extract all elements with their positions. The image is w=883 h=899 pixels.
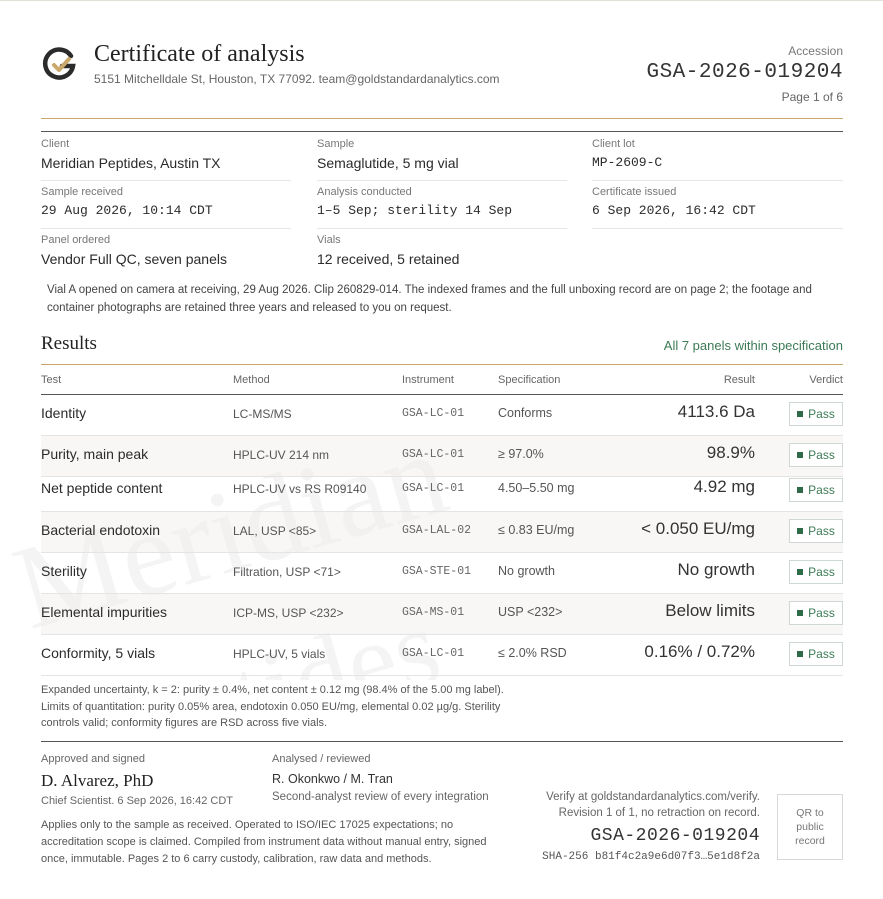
pass-square-icon — [797, 452, 803, 458]
pass-badge — [789, 443, 843, 467]
info-sample — [317, 138, 567, 171]
cell-result: Below limits — [665, 601, 755, 620]
col-header-method: Method — [233, 374, 270, 386]
page-title: Certificate of analysis — [94, 41, 305, 67]
top-border — [0, 0, 883, 1]
pass-badge — [789, 642, 843, 666]
pass-square-icon — [797, 528, 803, 534]
header-divider — [41, 118, 843, 119]
cell-method: HPLC-UV vs RS R09140 — [233, 482, 367, 496]
pass-square-icon — [797, 651, 803, 657]
cell-method: HPLC-UV 214 nm — [233, 448, 330, 462]
results-summary: All 7 panels within specification — [663, 338, 843, 353]
signer-name: D. Alvarez, PhD — [41, 771, 154, 790]
info-divider — [317, 180, 567, 181]
cell-specification: ≥ 97.0% — [498, 447, 544, 461]
cell-instrument: GSA-STE-01 — [402, 565, 472, 578]
cell-test: Elemental impurities — [41, 604, 168, 620]
table-row — [41, 395, 843, 436]
verification-id: GSA-2026-019204 — [590, 826, 760, 846]
cell-result: 4113.6 Da — [677, 402, 755, 421]
cell-specification: 4.50–5.50 mg — [498, 481, 575, 495]
sha-hash: SHA-256 b81f4c2a9e6d07f3…5e1d8f2a — [542, 851, 760, 863]
cell-result: 0.16% / 0.72% — [644, 642, 755, 661]
sample-label: Sample — [317, 138, 355, 150]
cell-instrument: GSA-LC-01 — [402, 647, 465, 660]
col-header-result: Result — [723, 374, 755, 386]
results-footnote: Expanded uncertainty, k = 2: purity ± 0.4%, net content ± 0.12 mg (98.4% of the 5.00 mg label). Limits of quantitation: purity 0.05% area, endotoxin 0.050 EU/mg, elemental 0.02 µg/g. Sterility controls valid; conformity figures are RSD across five vials. — [41, 684, 504, 729]
cell-instrument: GSA-LC-01 — [402, 482, 465, 495]
cell-test: Bacterial endotoxin — [41, 522, 161, 538]
cell-method: ICP-MS, USP <232> — [233, 606, 344, 620]
pass-square-icon — [797, 569, 803, 575]
signer-role: Chief Scientist. 6 Sep 2026, 16:42 CDT — [41, 795, 233, 807]
table-row — [41, 512, 843, 553]
received-value: 29 Aug 2026, 10:14 CDT — [41, 203, 213, 218]
cell-test: Purity, main peak — [41, 446, 149, 462]
cell-specification: ≤ 2.0% RSD — [498, 646, 567, 660]
info-top-divider — [41, 131, 843, 132]
review-note: Second-analyst review of every integration — [272, 791, 489, 803]
results-divider — [41, 364, 843, 365]
info-analysis — [317, 186, 567, 218]
cell-instrument: GSA-LC-01 — [402, 448, 465, 461]
col-header-verdict: Verdict — [809, 374, 843, 386]
cell-result: No growth — [677, 560, 755, 579]
cell-method: HPLC-UV, 5 vials — [233, 647, 326, 661]
receiving-note: Vial A opened on camera at receiving, 29 Aug 2026. Clip 260829-014. The indexed frames and the full unboxing record are on page 2; the footage and container photographs are retained three years and released to you on request. — [47, 284, 812, 314]
pass-badge — [789, 601, 843, 625]
verdict-label: Pass — [808, 647, 835, 661]
gsa-logo-icon — [42, 46, 78, 82]
info-client — [41, 138, 291, 171]
cell-test: Sterility — [41, 563, 87, 579]
cell-result: 98.9% — [706, 443, 755, 462]
sample-value: Semaglutide, 5 mg vial — [317, 155, 459, 171]
cell-method: LAL, USP <85> — [233, 524, 317, 538]
qr-label: QR to public record — [795, 807, 825, 847]
cell-instrument: GSA-LAL-02 — [402, 524, 472, 537]
info-divider — [41, 180, 291, 181]
signature-divider — [41, 741, 843, 742]
cell-specification: USP <232> — [498, 605, 563, 619]
verdict-label: Pass — [808, 407, 835, 421]
pass-square-icon — [797, 610, 803, 616]
accession-label: Accession — [788, 44, 843, 58]
cell-specification: Conforms — [498, 406, 553, 420]
cell-method: Filtration, USP <71> — [233, 565, 341, 579]
pass-badge — [789, 519, 843, 543]
verdict-label: Pass — [808, 565, 835, 579]
col-header-instrument: Instrument — [402, 374, 454, 386]
col-header-test: Test — [41, 374, 62, 386]
cell-instrument: GSA-LC-01 — [402, 407, 465, 420]
verdict-label: Pass — [808, 483, 835, 497]
client-value: Meridian Peptides, Austin TX — [41, 155, 221, 171]
info-lot — [592, 138, 842, 170]
vials-value: 12 received, 5 retained — [317, 251, 460, 267]
cell-method: LC-MS/MS — [233, 407, 292, 421]
verdict-label: Pass — [808, 448, 835, 462]
verify-link[interactable]: Verify at goldstandardanalytics.com/verify. — [546, 791, 760, 803]
info-divider — [41, 228, 291, 229]
vials-label: Vials — [317, 234, 341, 246]
info-divider — [592, 180, 843, 181]
info-issued — [592, 186, 842, 218]
pass-badge — [789, 402, 843, 426]
reviewed-label: Analysed / reviewed — [272, 753, 371, 765]
verdict-label: Pass — [808, 606, 835, 620]
panel-value: Vendor Full QC, seven panels — [41, 251, 227, 267]
client-label: Client — [41, 138, 70, 150]
approved-label: Approved and signed — [41, 753, 145, 765]
panel-label: Panel ordered — [41, 234, 111, 246]
issued-value: 6 Sep 2026, 16:42 CDT — [592, 203, 756, 218]
cell-specification: No growth — [498, 564, 555, 578]
info-divider — [592, 228, 843, 229]
info-received — [41, 186, 291, 218]
pass-badge — [789, 478, 843, 502]
pass-badge — [789, 560, 843, 584]
pass-square-icon — [797, 487, 803, 493]
cell-result: 4.92 mg — [693, 477, 755, 496]
cell-specification: ≤ 0.83 EU/mg — [498, 523, 575, 537]
received-label: Sample received — [41, 186, 123, 198]
results-title: Results — [41, 333, 97, 354]
table-row — [41, 477, 843, 512]
info-panel — [41, 234, 291, 267]
qr-code-placeholder[interactable] — [777, 794, 843, 860]
info-vials — [317, 234, 567, 267]
verdict-label: Pass — [808, 524, 835, 538]
table-row — [41, 553, 843, 594]
accession-id: GSA-2026-019204 — [646, 61, 843, 84]
col-header-specification: Specification — [498, 374, 561, 386]
issued-label: Certificate issued — [592, 186, 677, 198]
revision-status: Revision 1 of 1, no retraction on record. — [558, 807, 760, 819]
pass-square-icon — [797, 411, 803, 417]
cell-instrument: GSA-MS-01 — [402, 606, 465, 619]
cell-result: < 0.050 EU/mg — [641, 519, 755, 538]
page-number: Page 1 of 6 — [781, 90, 843, 104]
table-row — [41, 436, 843, 477]
reviewer-names: R. Okonkwo / M. Tran — [272, 772, 393, 786]
lot-label: Client lot — [592, 138, 635, 150]
analysis-label: Analysis conducted — [317, 186, 412, 198]
table-row — [41, 594, 843, 635]
lab-address: 5151 Mitchelldale St, Houston, TX 77092. team@goldstandardanalytics.com — [94, 72, 500, 86]
cell-test: Net peptide content — [41, 480, 163, 496]
scope-statement: Applies only to the sample as received. Operated to ISO/IEC 17025 expectations; no accreditation scope is claimed. Compiled from instrument data without manual entry, signed once, immutable. Pages 2 to 6 carry custody, calibration, raw data and methods. — [41, 819, 487, 865]
lot-value: MP-2609-C — [592, 155, 663, 170]
cell-test: Conformity, 5 vials — [41, 645, 156, 661]
info-divider — [317, 228, 567, 229]
cell-test: Identity — [41, 405, 87, 421]
analysis-value: 1–5 Sep; sterility 14 Sep — [317, 203, 513, 218]
table-row — [41, 635, 843, 676]
